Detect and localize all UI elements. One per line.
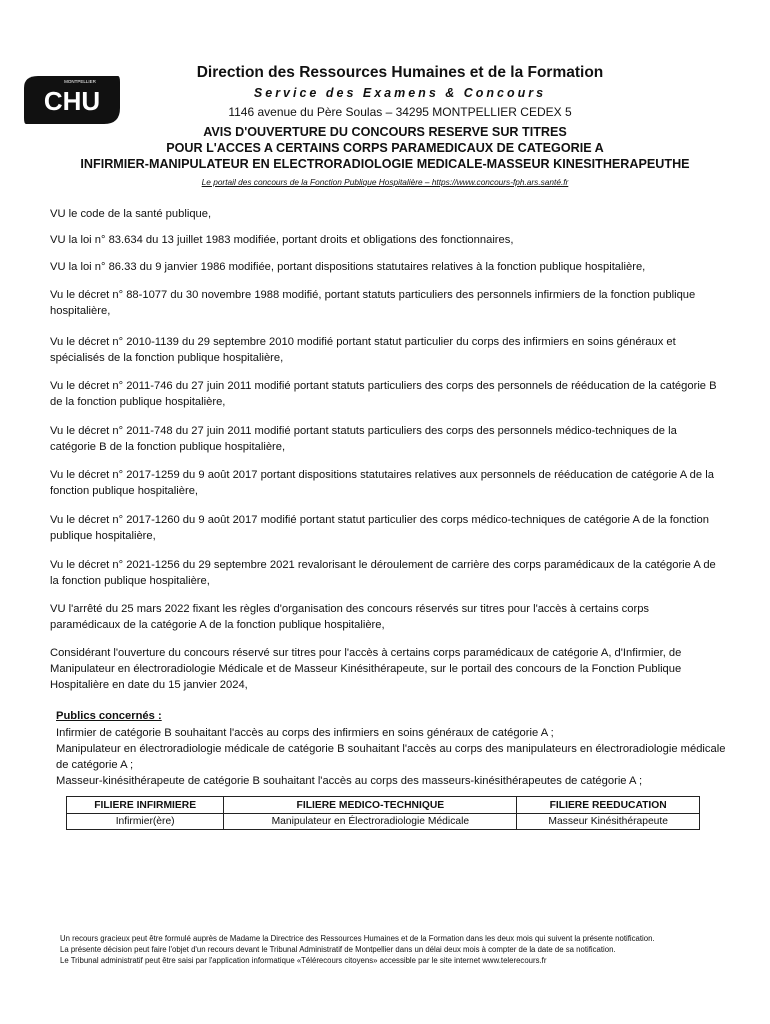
logo-subtext: MONTPELLIER (64, 79, 96, 84)
paragraph: Vu le décret n° 2011-746 du 27 juin 2011 modifié portant statuts particuliers des corps des personnels de rééducation de la catégorie B de la fonction publique hospitalière, (50, 380, 717, 408)
table-cell: Infirmier(ère) (67, 814, 224, 830)
paragraph: Vu le décret n° 2010-1139 du 29 septembre 2010 modifié portant statut particulier du corps des infirmiers en soins généraux et spécialisés de la fonction publique hospitalière, (50, 336, 676, 364)
publics-title: Publics concernés : (56, 710, 162, 722)
table-header-cell: FILIERE MEDICO-TECHNIQUE (224, 797, 517, 814)
paragraph: VU la loi n° 83.634 du 13 juillet 1983 modifiée, portant droits et obligations des fonctionnaires, (50, 234, 514, 246)
table-cell: Masseur Kinésithérapeute (517, 814, 700, 830)
paragraph: Vu le décret n° 2021-1256 du 29 septembre 2021 revalorisant le déroulement de carrière des corps paramédicaux de la catégorie A de la fonction publique hospitalière, (50, 559, 716, 587)
table-header-cell: FILIERE INFIRMIERE (67, 797, 224, 814)
logo-text: CHU (43, 86, 101, 116)
paragraph: Vu le décret n° 2017-1259 du 9 août 2017 portant dispositions statutaires relatives aux personnels de rééducation de catégorie A de la fonction publique hospitalière, (50, 469, 714, 497)
paragraph: Vu le décret n° 2017-1260 du 9 août 2017 modifié portant statut particulier des corps médico-techniques de catégorie A de la fonction publique hospitalière, (50, 514, 709, 542)
footer-line: Le Tribunal administratif peut être saisi par l'application informatique «Télérecours citoyens» accessible par le site internet www.telerecours.fr (60, 956, 547, 965)
chu-logo-shape (20, 74, 124, 126)
table-cell: Manipulateur en Électroradiologie Médicale (224, 814, 517, 830)
footer-line: Un recours gracieux peut être formulé auprès de Madame la Directrice des Ressources Humaines et de la Formation dans les deux mois qui suivent la présente notification. (60, 934, 655, 943)
paragraph: VU la loi n° 86.33 du 9 janvier 1986 modifiée, portant dispositions statutaires relatives à la fonction publique hospitalière, (50, 261, 646, 273)
paragraph: VU le code de la santé publique, (50, 208, 212, 220)
public-item: Masseur-kinésithérapeute de catégorie B souhaitant l'accès au corps des masseurs-kinésithérapeutes de catégorie A ; (56, 775, 643, 787)
header-address: 1146 avenue du Père Soulas – 34295 MONTPELLIER CEDEX 5 (228, 105, 572, 119)
paragraph: VU l'arrêté du 25 mars 2022 fixant les règles d'organisation des concours réservés sur titres pour l'accès à certains corps paramédicaux de la catégorie A de la fonction publique hospitalière, (50, 603, 650, 631)
chu-logo (20, 74, 124, 126)
header-direction: Direction des Ressources Humaines et de la Formation (196, 64, 604, 81)
footer-line: La présente décision peut faire l'objet d'un recours devant le Tribunal Administratif de Montpellier dans un délai deux mois à compter de la date de sa notification. (60, 945, 616, 954)
title-line-3: INFIRMIER-MANIPULATEUR EN ELECTRORADIOLOGIE MEDICALE-MASSEUR KINESITHERAPEUTHE (80, 157, 690, 171)
header-service: Service des Examens & Concours (253, 86, 547, 100)
table-header-row (67, 797, 700, 814)
paragraph: Vu le décret n° 88-1077 du 30 novembre 1988 modifié, portant statuts particuliers des personnels infirmiers de la fonction publique hospitalière, (50, 289, 696, 317)
title-line-1: AVIS D'OUVERTURE DU CONCOURS RESERVE SUR TITRES (203, 125, 567, 139)
table-row (67, 814, 700, 830)
paragraph: Considérant l'ouverture du concours réservé sur titres pour l'accès à certains corps paramédicaux de catégorie A, d'Infirmier, de Manipulateur en électroradiologie Médicale et de Masseur Kinésithérapeute, sur le portail des concours de la Fonction Publique Hospitalière en date du 15 janvier 2024, (50, 647, 682, 691)
public-item: Infirmier de catégorie B souhaitant l'accès au corps des infirmiers en soins généraux de catégorie A ; (56, 727, 554, 739)
paragraph: Vu le décret n° 2011-748 du 27 juin 2011 modifié portant statuts particuliers des corps des personnels médico-techniques de la catégorie B de la fonction publique hospitalière, (50, 425, 677, 453)
table-header-cell: FILIERE REEDUCATION (517, 797, 700, 814)
title-line-2: POUR L'ACCES A CERTAINS CORPS PARAMEDICAUX DE CATEGORIE A (166, 141, 604, 155)
filiere-table (66, 796, 700, 830)
public-item: Manipulateur en électroradiologie médicale de catégorie B souhaitant l'accès au corps des manipulateurs en électroradiologie médicale de catégorie A ; (56, 743, 726, 771)
portal-link[interactable]: Le portail des concours de la Fonction Publique Hospitalière – https://www.concours-fph.ars.santé.fr (201, 177, 569, 187)
